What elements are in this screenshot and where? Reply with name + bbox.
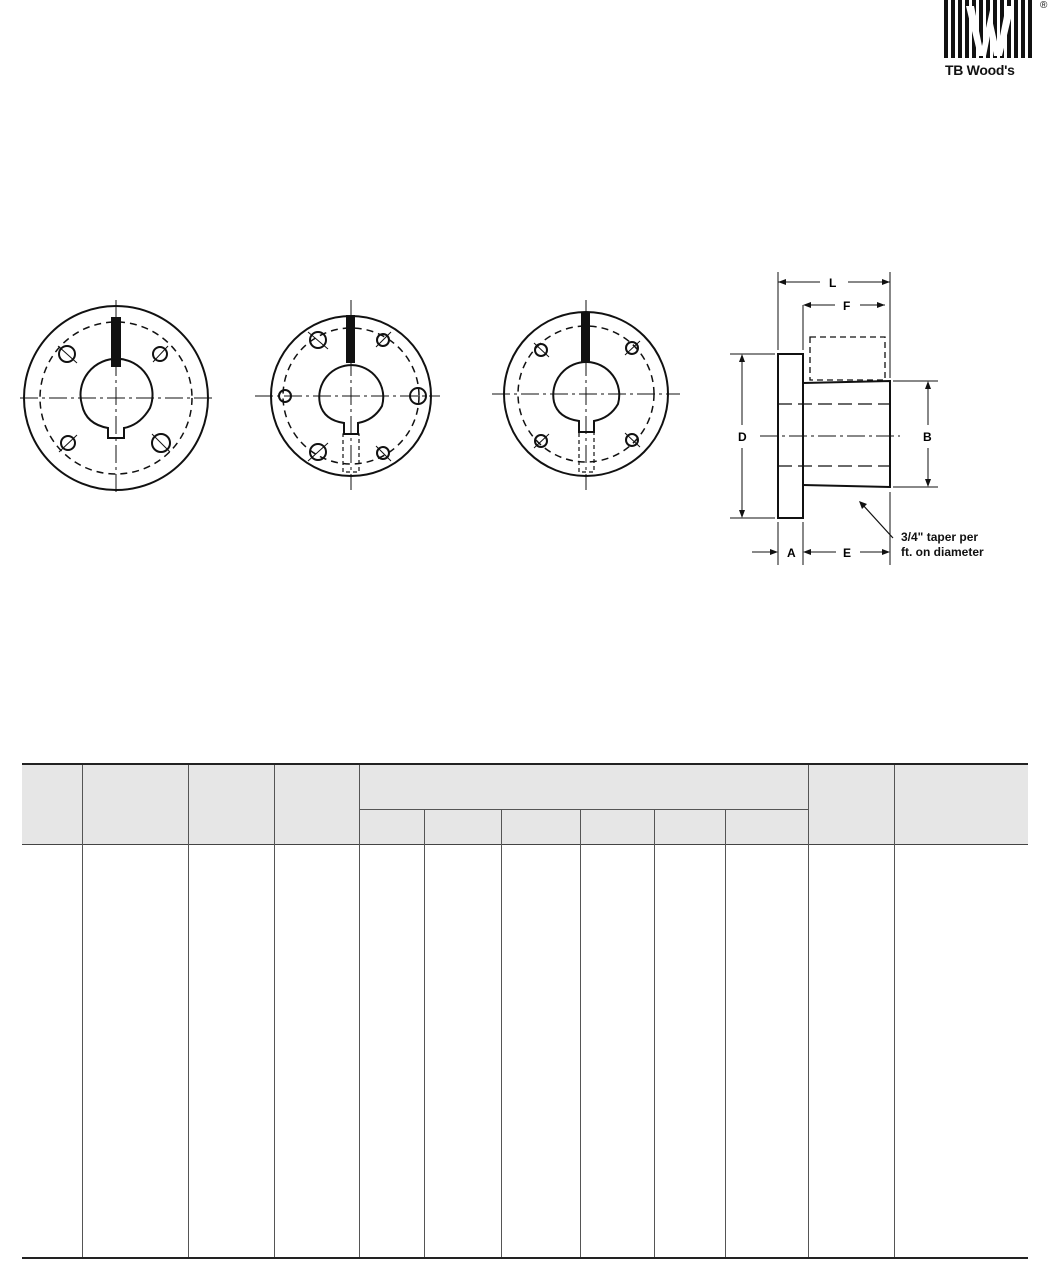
- header-subcell: [725, 810, 808, 845]
- dim-label-d: D: [738, 430, 747, 444]
- bushing-front-view-3: [492, 300, 680, 490]
- table-cell: [82, 845, 188, 1259]
- header-subcell: [580, 810, 654, 845]
- table-cell: [424, 845, 501, 1259]
- table-cell: [274, 845, 359, 1259]
- registered-mark: ®: [1040, 0, 1048, 11]
- dim-label-b: B: [923, 430, 932, 444]
- table-cell: [808, 845, 894, 1259]
- header-cell: [274, 764, 359, 845]
- header-subcell: [424, 810, 501, 845]
- brand-name: TB Wood's: [945, 62, 1015, 78]
- dim-label-a: A: [787, 546, 796, 560]
- bushing-front-view-2: [255, 300, 440, 490]
- header-subcell: [501, 810, 580, 845]
- taper-note-line1: 3/4" taper per: [901, 530, 979, 544]
- table-row: [22, 845, 1028, 1259]
- table-cell: [359, 845, 424, 1259]
- specification-table: [22, 763, 1028, 1259]
- header-subcell: [654, 810, 725, 845]
- bushing-drawings: [0, 260, 1052, 580]
- table-cell: [501, 845, 580, 1259]
- bushing-side-view: [730, 272, 938, 565]
- header-group-cell: [359, 764, 808, 810]
- header-cell: [808, 764, 894, 845]
- table-cell: [22, 845, 82, 1259]
- table-cell: [725, 845, 808, 1259]
- header-subcell: [359, 810, 424, 845]
- bushing-front-view-1: [20, 300, 212, 492]
- dim-label-f: F: [843, 299, 851, 313]
- header-cell: [188, 764, 274, 845]
- table-cell: [894, 845, 1028, 1259]
- header-cell: [894, 764, 1028, 845]
- dim-label-e: E: [843, 546, 852, 560]
- header-cell: [82, 764, 188, 845]
- header-cell: [22, 764, 82, 845]
- table-cell: [654, 845, 725, 1259]
- table-cell: [188, 845, 274, 1259]
- table-cell: [580, 845, 654, 1259]
- taper-note: [901, 530, 984, 560]
- dim-label-l: L: [829, 276, 837, 290]
- taper-note-line2: ft. on diameter: [901, 545, 984, 559]
